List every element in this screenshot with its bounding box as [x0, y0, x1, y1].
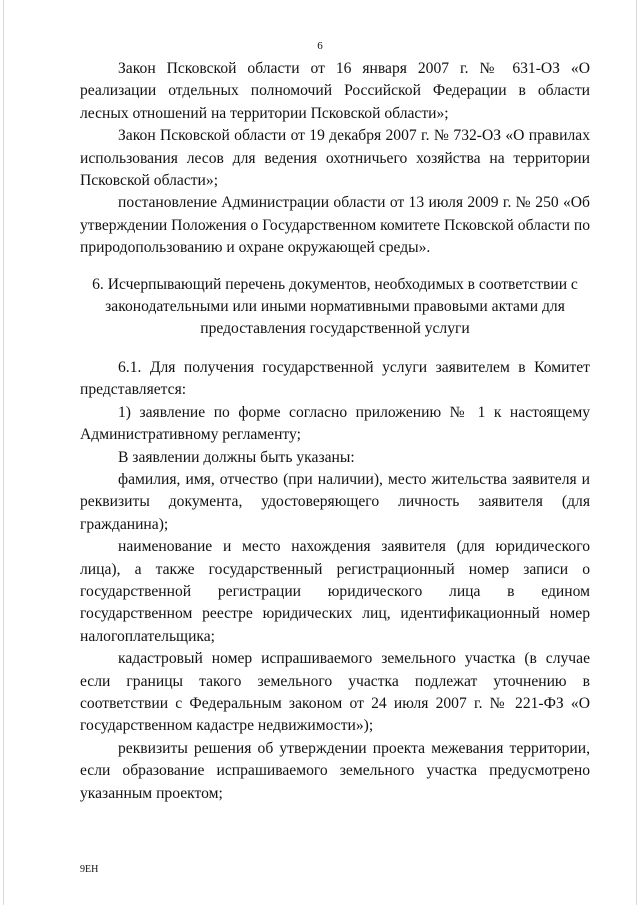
paragraph-citizen-details: фамилия, имя, отчество (при наличии), место жительства заявителя и реквизиты документа, удостоверяющего личность заявителя (для гражданина);	[80, 470, 590, 533]
paragraph-6-1: 6.1. Для получения государственной услуги заявителем в Комитет представляется:	[80, 358, 590, 399]
paragraph-must-specify: В заявлении должны быть указаны:	[118, 448, 355, 466]
page-edge-right	[636, 0, 637, 905]
paragraph-legal-entity-details: наименование и место нахождения заявителя (для юридического лица), а также государственный регистрационный номер записи о государственной регистрации юридического лица в едином государственном реестре юридических лиц, идентификационный номер налогоплательщика;	[80, 538, 590, 645]
footer-code: 9ЕН	[80, 864, 99, 875]
spacer	[80, 341, 590, 357]
spacer	[80, 260, 590, 274]
section-heading: 6. Исчерпывающий перечень документов, необходимых в соответствии с законодательными или иными нормативными правовыми актами для предоставления государственной услуги	[92, 275, 578, 338]
page-edge-left	[3, 0, 4, 905]
paragraph-resolution-250: постановление Администрации области от 13 июля 2009 г. № 250 «Об утверждении Положения о Государственном комитете Псковской области по природопользованию и охране окружающей среды».	[80, 194, 590, 257]
page-number: 6	[317, 40, 323, 52]
document-body	[80, 58, 590, 805]
paragraph-cadastral-number: кадастровый номер испрашиваемого земельного участка (в случае если границы такого земельного участка подлежат уточнению в соответствии с Федеральным законом от 24 июля 2007 г. № 221-ФЗ «О государственном кадастре недвижимости»);	[80, 650, 590, 735]
paragraph-application: 1) заявление по форме согласно приложению № 1 к настоящему Административному регламенту;	[80, 403, 590, 444]
paragraph-law-631: Закон Псковской области от 16 января 2007 г. № 631-ОЗ «О реализации отдельных полномочий Российской Федерации в области лесных отношений на территории Псковской области»;	[80, 60, 590, 122]
paragraph-survey-project: реквизиты решения об утверждении проекта межевания территории, если образование испрашиваемого земельного участка предусмотрено указанным проектом;	[80, 739, 590, 802]
paragraph-law-732: Закон Псковской области от 19 декабря 2007 г. № 732-ОЗ «О правилах использования лесов для ведения охотничьего хозяйства на территории Псковской области»;	[80, 127, 590, 190]
